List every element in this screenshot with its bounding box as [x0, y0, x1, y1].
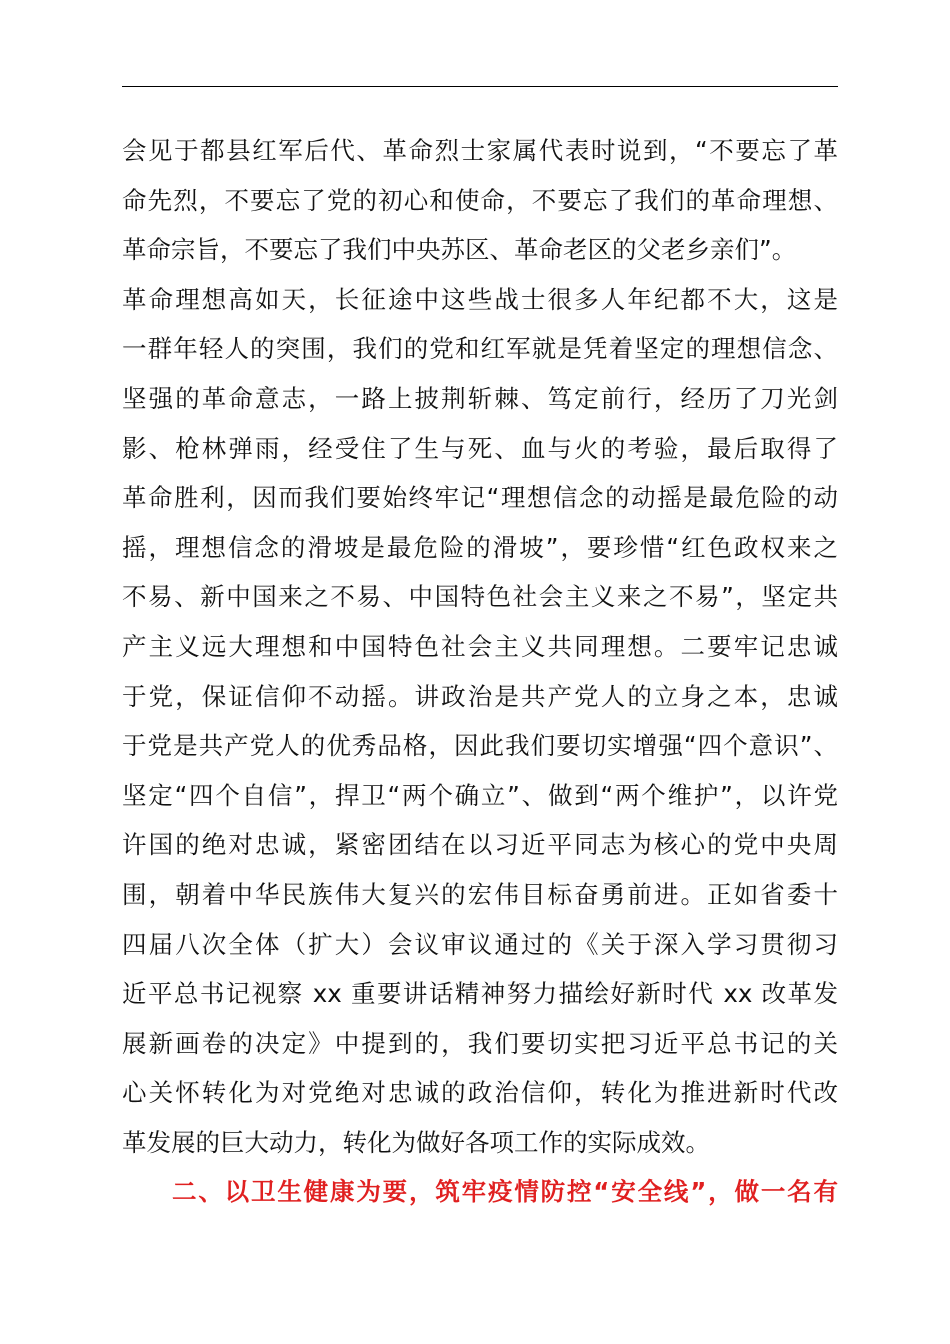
paragraph-line: 于党是共产党人的优秀品格，因此我们要切实增强“四个意识”、 [122, 731, 838, 761]
paragraph-line: 革命胜利，因而我们要始终牢记“理想信念的动摇是最危险的动 [122, 483, 838, 513]
paragraph-line: 产主义远大理想和中国特色社会主义共同理想。二要牢记忠诚 [122, 631, 838, 661]
paragraph-line: 革发展的巨大动力，转化为做好各项工作的实际成效。 [122, 1127, 710, 1157]
paragraph-line: 革命宗旨，不要忘了我们中央苏区、革命老区的父老乡亲们”。 [122, 235, 797, 265]
paragraph-line: 会见于都县红军后代、革命烈士家属代表时说到，“不要忘了革 [122, 136, 838, 165]
paragraph-line: 于党，保证信仰不动摇。讲政治是共产党人的立身之本，忠诚 [122, 681, 838, 711]
paragraph-line: 近平总书记视察 xx 重要讲话精神努力描绘好新时代 xx 改革发 [122, 979, 838, 1009]
paragraph-line: 四届八次全体（扩大）会议审议通过的《关于深入学习贯彻习 [122, 929, 838, 959]
paragraph-line: 不易、新中国来之不易、中国特色社会主义来之不易”，坚定共 [122, 582, 838, 612]
paragraph-line: 许国的绝对忠诚，紧密团结在以习近平同志为核心的党中央周 [122, 830, 838, 860]
paragraph-line: 围，朝着中华民族伟大复兴的宏伟目标奋勇前进。正如省委十 [122, 879, 838, 909]
section-heading: 二、以卫生健康为要，筑牢疫情防控“安全线”，做一名有 [172, 1177, 838, 1207]
header-rule [122, 86, 838, 87]
paragraph-line: 影、枪林弹雨，经受住了生与死、血与火的考验，最后取得了 [122, 433, 838, 463]
body-text [122, 126, 838, 1217]
paragraph-line: 摇，理想信念的滑坡是最危险的滑坡”，要珍惜“红色政权来之 [122, 532, 838, 562]
paragraph-line: 坚定“四个自信”，捍卫“两个确立”、做到“两个维护”，以许党 [122, 780, 838, 810]
paragraph-line: 命先烈，不要忘了党的初心和使命，不要忘了我们的革命理想、 [122, 185, 838, 215]
paragraph-line: 革命理想高如天，长征途中这些战士很多人年纪都不大，这是 [122, 284, 838, 314]
paragraph-line: 展新画卷的决定》中提到的，我们要切实把习近平总书记的关 [122, 1028, 838, 1058]
paragraph-line: 一群年轻人的突围，我们的党和红军就是凭着坚定的理想信念、 [122, 334, 838, 364]
paragraph-line: 坚强的革命意志，一路上披荆斩棘、笃定前行，经历了刀光剑 [122, 383, 838, 413]
paragraph-line: 心关怀转化为对党绝对忠诚的政治信仰，转化为推进新时代改 [122, 1078, 838, 1108]
